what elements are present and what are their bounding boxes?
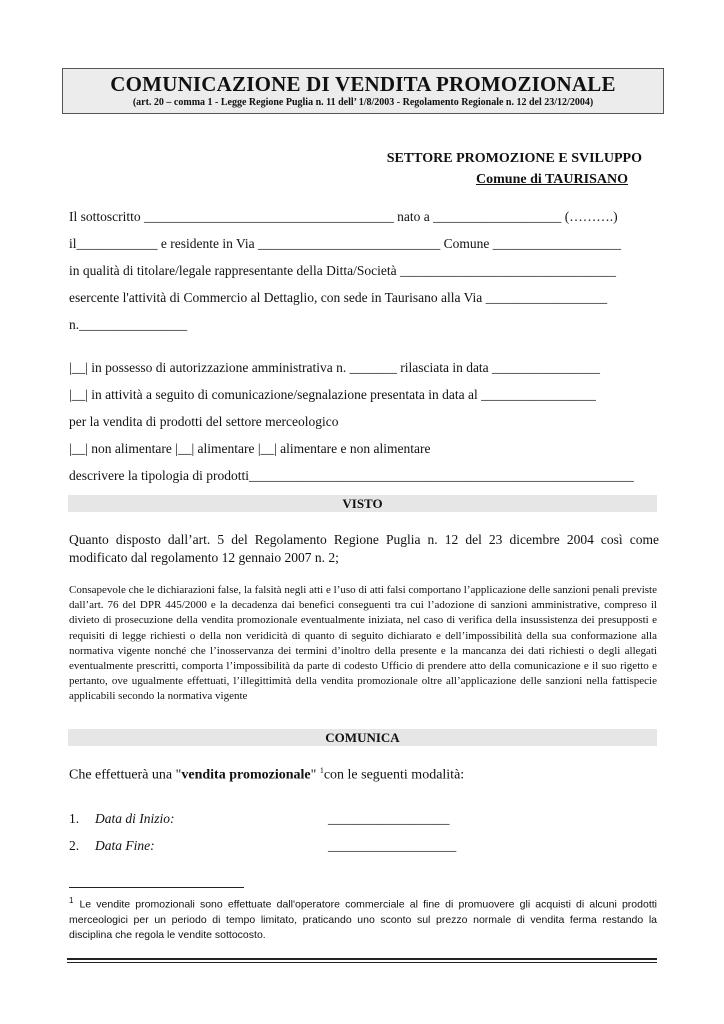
- footnote-reference[interactable]: 1: [319, 766, 324, 775]
- section-heading-comunica: COMUNICA: [68, 729, 657, 746]
- comunica-intro-tail: con le seguenti modalità:: [323, 767, 465, 783]
- document-title: COMUNICAZIONE DI VENDITA PROMOZIONALE: [110, 72, 616, 96]
- office-sector: SETTORE PROMOZIONE E SVILUPPO: [386, 151, 642, 166]
- comunica-intro-after: ": [310, 767, 320, 783]
- document-subtitle: (art. 20 – comma 1 - Legge Regione Puglia n. 11 dell’ 1/8/2003 - Regolamento Regionale n. 12 del 23/12/2004): [132, 97, 594, 108]
- comunica-intro-before: Che effettuerà una ": [69, 767, 182, 783]
- end-date-field[interactable]: ___________________: [328, 838, 457, 853]
- footnote: [69, 893, 657, 943]
- form-line-shop-address[interactable]: esercente l'attività di Commercio al Dettaglio, con sede in Taurisano alla Via __________________: [69, 290, 608, 305]
- page-bottom-rule-thin: [67, 962, 657, 963]
- start-date-field[interactable]: __________________: [328, 811, 450, 826]
- item-number: 2.: [69, 838, 80, 853]
- footnote-mark: 1: [69, 896, 74, 905]
- form-line-street-number[interactable]: n.________________: [69, 317, 188, 332]
- section-heading-visto: VISTO: [68, 495, 657, 512]
- declaration-paragraph: Consapevole che le dichiarazioni false, la falsità negli atti e l’uso di atti falsi comportano l’applicazione delle sanzioni penali previste dall’art. 76 del DPR 445/2000 e la decadenza dai benefici conseguenti tra cui l’adozione di sanzioni amministrative, compreso il divieto di prosecuzione della vendita promozionale eventualmente iniziata, nel caso di verifica della insussistenza dei presupposti e requisiti di legge richiesti o della non veridicità di quanto di seguito dichiarato e dell’impossibilità della sua conformazione alla normativa vigente nonché che l’inosservanza dei termini d’inoltro della presente e la mancanza dei dati richiesti o degli allegati eventualmente prescritti, comporta l’impossibilità da parte di codesto Ufficio di prendere atto della comunicazione e il suo rigetto e pertanto, ove ugualmente effettuati, l’illegittimità della vendita promozionale oltre all’applicazione delle sanzioni nella fattispecie applicabili secondo la normativa vigente: [69, 584, 657, 703]
- item-number: 1.: [69, 811, 80, 826]
- form-line-notification[interactable]: |__| in attività a seguito di comunicazione/segnalazione presentata in data al _________________: [69, 387, 596, 402]
- footnote-text: Le vendite promozionali sono effettuate dall'operatore commerciale al fine di promuovere gli acquisti di alcuni prodotti merceologici per un periodo di tempo limitato, praticando uno sconto sul prezzo normale di vendita ferma restando la disciplina che regola le vendite sottocosto.: [69, 898, 657, 941]
- visto-paragraph: Quanto disposto dall’art. 5 del Regolamento Regione Puglia n. 12 del 23 dicembre 2004 così come modificato dal regolamento 12 gennaio 2007 n. 2;: [69, 532, 659, 565]
- form-line-residence[interactable]: il____________ e residente in Via ___________________________ Comune ___________________: [69, 236, 622, 251]
- start-date-label: Data di Inizio:: [95, 811, 175, 826]
- page-bottom-rule: [67, 958, 657, 960]
- office-municipality: Comune di TAURISANO: [476, 172, 628, 187]
- form-line-undersigned[interactable]: Il sottoscritto _____________________________________ nato a ___________________ (……….): [69, 209, 618, 224]
- title-box: [62, 68, 664, 114]
- form-line-product-type[interactable]: descrivere la tipologia di prodotti_________________________________________________________: [69, 468, 634, 483]
- form-line-sector-intro: per la vendita di prodotti del settore merceologico: [69, 414, 339, 429]
- form-line-authorization[interactable]: |__| in possesso di autorizzazione amministrativa n. _______ rilasciata in data ________________: [69, 360, 601, 375]
- form-line-company[interactable]: in qualità di titolare/legale rappresentante della Ditta/Società ________________________________: [69, 263, 616, 278]
- form-line-sector-options[interactable]: |__| non alimentare |__| alimentare |__| alimentare e non alimentare: [69, 441, 431, 456]
- comunica-intro-bold: vendita promozionale: [181, 767, 311, 783]
- footnote-separator: [69, 887, 244, 888]
- comunica-intro: [69, 766, 464, 784]
- end-date-label: Data Fine:: [95, 838, 155, 853]
